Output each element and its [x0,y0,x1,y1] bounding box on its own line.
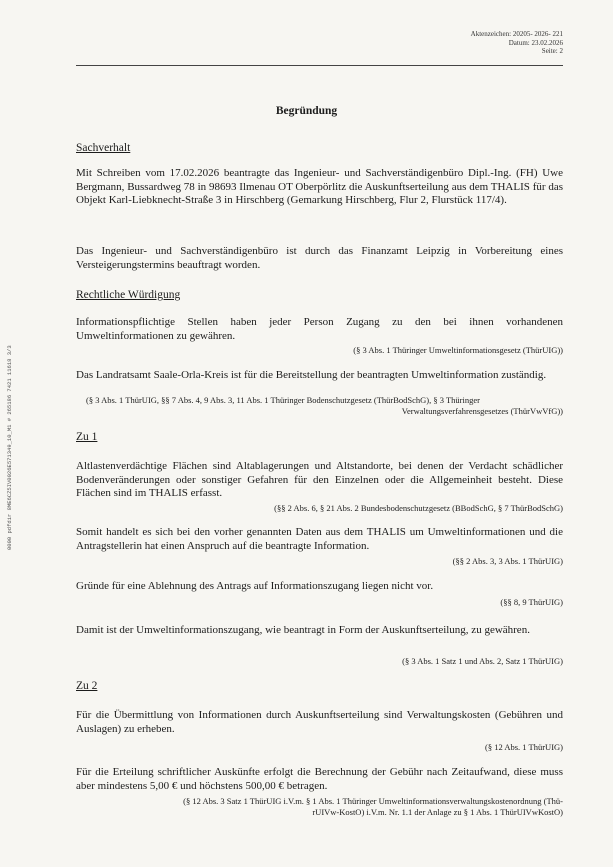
heading-zu-1: Zu 1 [76,431,98,443]
document-header [471,30,563,56]
reference-zu2-2a: (§ 12 Abs. 3 Satz 1 ThürUIG i.V.m. § 1 Abs. 1 Thüringer Umweltinformationsverwaltungskostenordnung (Thü- [183,796,563,806]
page-title: Begründung [275,105,338,117]
header-rule [76,65,563,66]
reference-zu1-2: (§§ 2 Abs. 3, 3 Abs. 1 ThürUIG) [452,556,563,566]
paragraph-wuerdigung-1: Informationspflichtige Stellen haben jeder Person Zugang zu den bei ihnen vorhandenen Umweltinformationen zu gewähren. [76,316,563,342]
reference-zu1-4: (§ 3 Abs. 1 Satz 1 und Abs. 2, Satz 1 ThürUIG) [402,656,563,666]
heading-rechtliche-wuerdigung: Rechtliche Würdigung [76,289,181,301]
paragraph-zu1-4: Damit ist der Umweltinformationszugang, wie beantragt in Form der Auskunftserteilung, zu gewähren. [76,624,530,636]
paragraph-sachverhalt-2: Das Ingenieur- und Sachverständigenbüro ist durch das Finanzamt Leipzig in Vorbereitung eines Versteigerungstermins beauftragt worden. [76,245,563,271]
paragraph-zu1-3: Gründe für eine Ablehnung des Antrags auf Informationszugang liegen nicht vor. [76,580,434,592]
page-number: Seite: 2 [541,47,563,55]
reference-zu1-1: (§§ 2 Abs. 6, § 21 Abs. 2 Bundesbodenschutzgesetz (BBodSchG, § 7 ThürBodSchG) [274,503,563,513]
paragraph-zu1-1: Altlastenverdächtige Flächen sind Altablagerungen und Altstandorte, bei denen der Verdacht schädlicher Bodenveränderungen oder sonstiger Gefahren für den Einzelnen oder die Allgemeinheit besteht. Diese Flächen sind im THALIS erfasst. [76,460,563,499]
reference-zu1-3: (§§ 8, 9 ThürUIG) [500,597,563,607]
document-date: Datum: 23.02.2026 [508,38,563,47]
paragraph-sachverhalt-1: Mit Schreiben vom 17.02.2026 beantragte das Ingenieur- und Sachverständigenbüro Dipl.-Ing. (FH) Uwe Bergmann, Bussardweg 78 in 98693 Ilmenau OT Oberpörlitz die Auskunftserteilung aus dem THALIS für das Objekt Karl-Liebknecht-Straße 3 in Hirschberg (Gemarkung Hirschberg, Flur 2, Flurstück 117/4). [76,167,563,206]
heading-sachverhalt: Sachverhalt [76,142,131,154]
heading-zu-2: Zu 2 [76,680,98,692]
paragraph-zu1-2: Somit handelt es sich bei den vorher genannten Daten aus dem THALIS um Umweltinformationen und die Antragstellerin hat einen Anspruch auf die beantragte Information. [76,526,563,552]
side-code-text: 0000 pdfdir 8ME6CZ5IV0026E571349_10_M1 # 265186 7421 11618 3/3 [6,345,13,550]
paragraph-zu2-1: Für die Übermittlung von Informationen durch Auskunftserteilung sind Verwaltungskosten (Gebühren und Auslagen) zu erheben. [76,709,563,735]
reference-wuerdigung-2a: (§ 3 Abs. 1 ThürUIG, §§ 7 Abs. 4, 9 Abs. 3, 11 Abs. 1 Thüringer Bodenschutzgesetz (ThürBodSchG), § 3 Thüringer [86,395,480,405]
file-reference: Aktenzeichen: 20205- 2026- 221 [470,30,563,38]
reference-wuerdigung-2b: Verwaltungsverfahrensgesetzes (ThürVwVfG)) [401,406,563,416]
paragraph-zu2-2: Für die Erteilung schriftlicher Auskünfte erfolgt die Berechnung der Gebühr nach Zeitaufwand, diese muss aber mindestens 5,00 € und höchstens 500,00 € betragen. [76,766,563,792]
reference-zu2-1: (§ 12 Abs. 1 ThürUIG) [485,742,563,752]
paragraph-wuerdigung-2: Das Landratsamt Saale-Orla-Kreis ist für die Bereitstellung der beantragten Umweltinformation zuständig. [76,369,547,381]
reference-wuerdigung-1: (§ 3 Abs. 1 Thüringer Umweltinformationsgesetz (ThürUIG)) [353,345,563,355]
side-barcode-text [6,300,16,550]
reference-zu2-2b: rUIVw-KostO) i.V.m. Nr. 1.1 der Anlage zu § 1 Abs. 1 ThürUIVwKostO) [312,807,563,817]
